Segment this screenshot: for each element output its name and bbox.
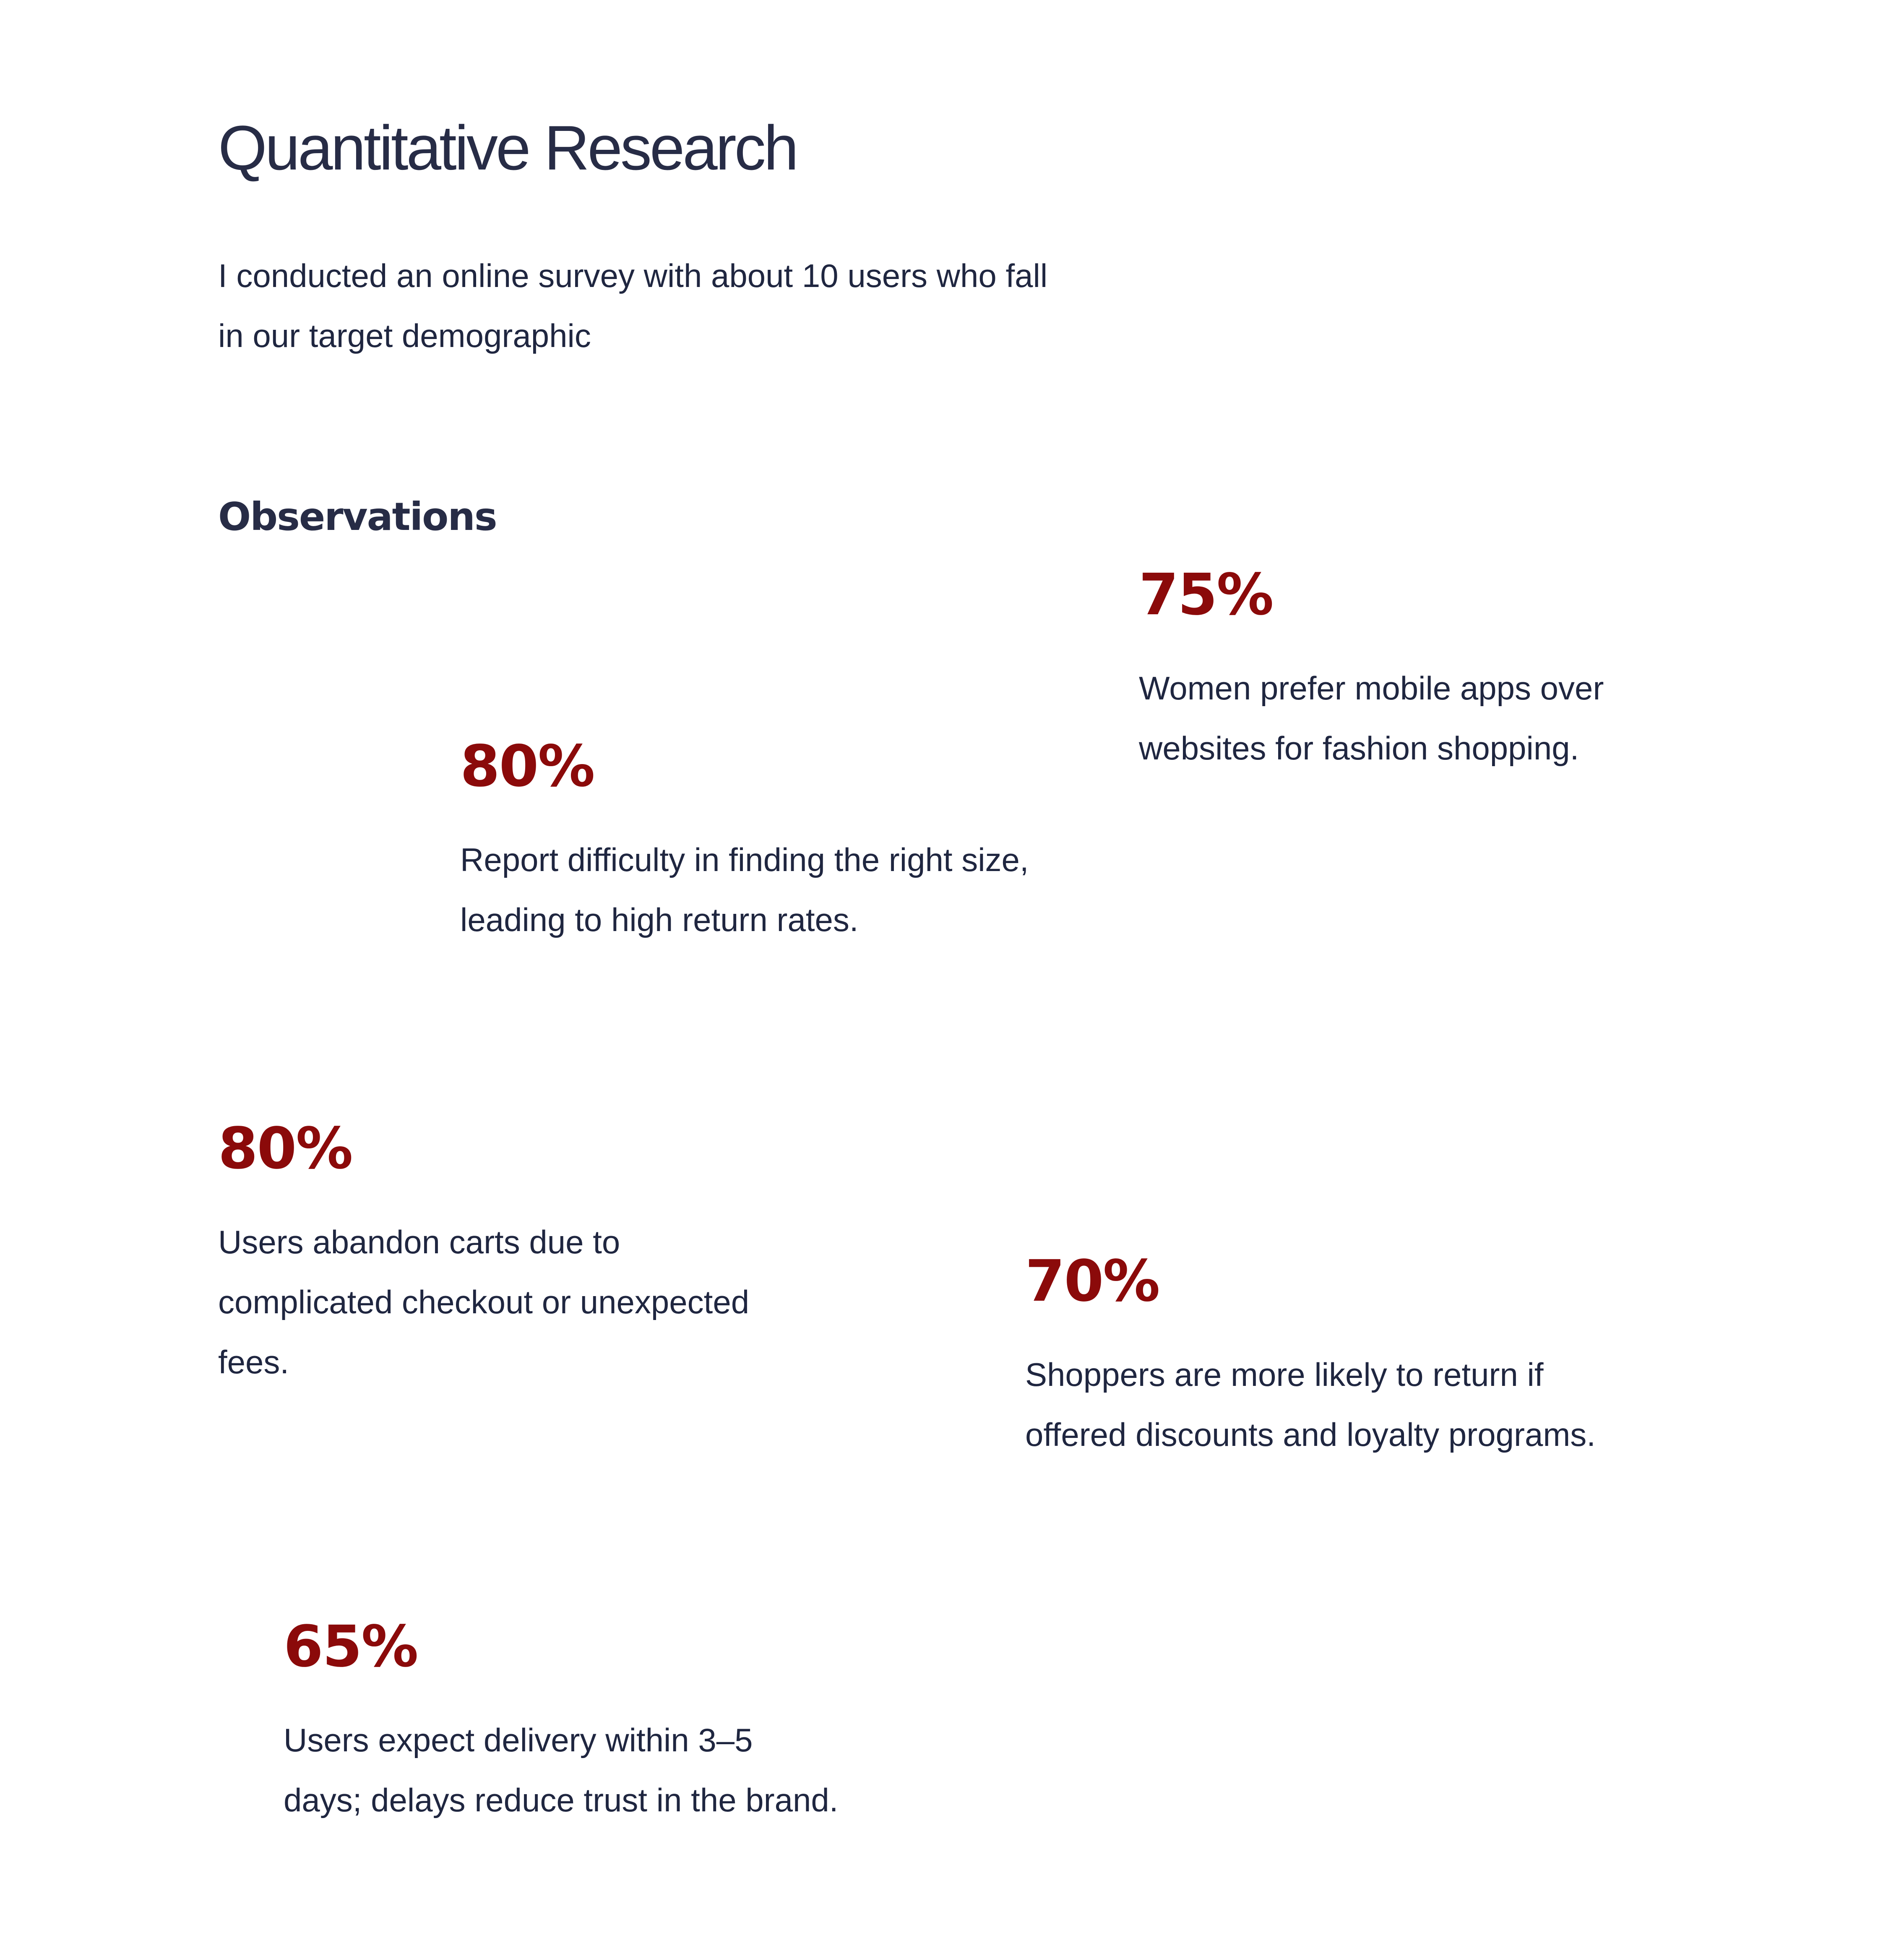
observation-card: [218, 1114, 749, 1392]
stat-description: [1139, 658, 1604, 778]
description-line: Users abandon carts due to: [218, 1224, 620, 1260]
description-line: leading to high return rates.: [460, 901, 859, 938]
description-line: fees.: [218, 1344, 289, 1380]
description-line: offered discounts and loyalty programs.: [1025, 1416, 1596, 1453]
stat-description: [284, 1710, 838, 1830]
stat-description: [1025, 1345, 1596, 1465]
observation-card: [460, 732, 1029, 950]
observation-card: [1139, 561, 1604, 778]
stat-value: 70%: [1025, 1248, 1159, 1315]
stat-value: 80%: [218, 1116, 352, 1182]
page-title: Quantitative Research: [218, 112, 797, 183]
observation-card: [284, 1612, 838, 1830]
stat-description: [218, 1212, 749, 1392]
description-line: complicated checkout or unexpected: [218, 1284, 750, 1320]
stat-value: 65%: [284, 1614, 418, 1680]
intro-paragraph: [218, 246, 1091, 366]
observations-heading: Observations: [218, 494, 497, 539]
description-line: days; delays reduce trust in the brand.: [284, 1782, 839, 1818]
description-line: websites for fashion shopping.: [1139, 730, 1579, 767]
stat-description: [460, 830, 1029, 950]
observation-card: [1025, 1247, 1596, 1465]
stat-value: 80%: [460, 733, 594, 800]
intro-line: I conducted an online survey with about 10 users who fall: [218, 257, 1048, 294]
stat-value: 75%: [1139, 562, 1273, 628]
description-line: Users expect delivery within 3–5: [284, 1722, 753, 1758]
intro-line: in our target demographic: [218, 317, 591, 354]
description-line: Report difficulty in finding the right size,: [460, 841, 1029, 878]
description-line: Women prefer mobile apps over: [1139, 670, 1604, 707]
description-line: Shoppers are more likely to return if: [1025, 1356, 1544, 1393]
